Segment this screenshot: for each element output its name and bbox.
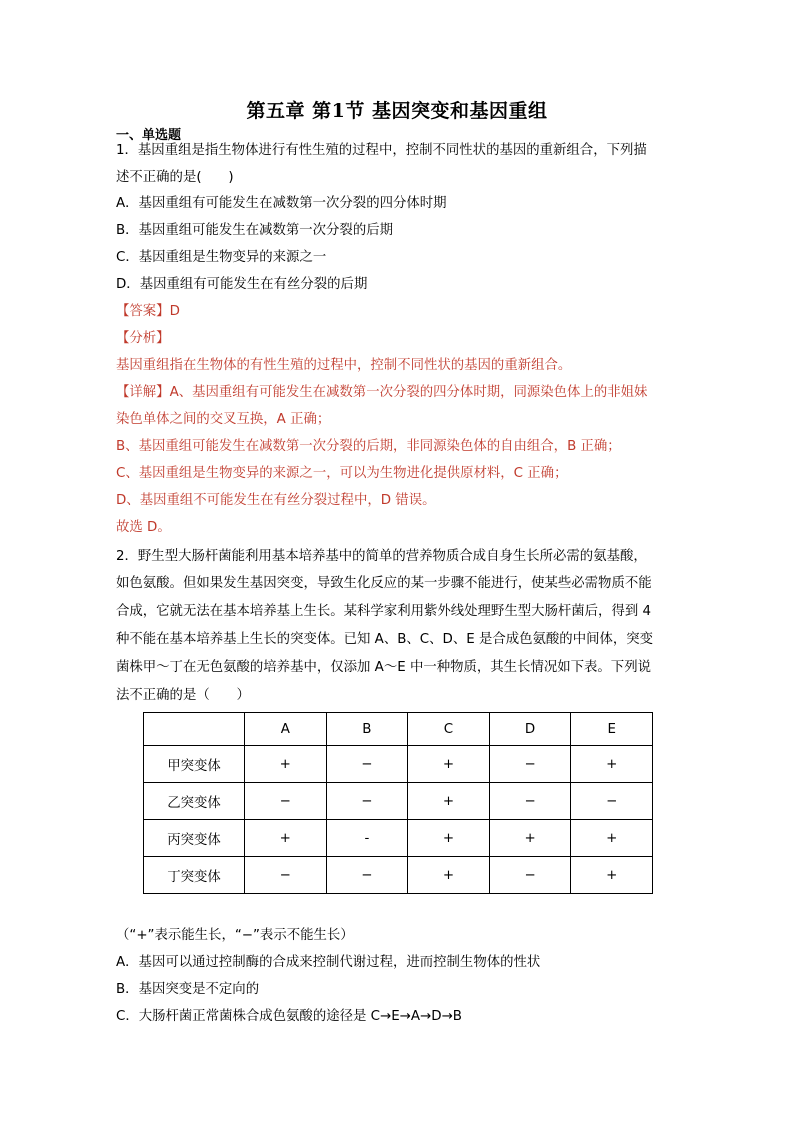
q1-detail-line-a2: 染色单体之间的交叉互换，A 正确；: [116, 412, 331, 427]
q2-option-a: A．基因可以通过控制酶的合成来控制代谢过程，进而控制生物体的性状: [116, 955, 541, 970]
q1-detail-line-c: C、基因重组是生物变异的来源之一，可以为生物进化提供原材料，C 正确；: [116, 466, 568, 481]
section-heading: 一、单选题: [116, 128, 182, 143]
q2-stem-line-1: 2．野生型大肠杆菌能利用基本培养基中的简单的营养物质合成自身生长所必需的氨基酸，: [116, 549, 647, 564]
table-cell: +: [408, 820, 490, 857]
q2-stem-line-5: 菌株甲～丁在无色氨酸的培养基中，仅添加 A～E 中一种物质，其生长情况如下表。下列说: [116, 660, 651, 675]
detail-tag: 【详解】: [116, 385, 170, 400]
table-row: [144, 857, 653, 894]
q1-detail-line-a1: [116, 385, 647, 401]
table-cell: +: [408, 783, 490, 820]
q1-answer: [116, 304, 180, 320]
table-header-cell: [144, 713, 245, 746]
q1-stem-line-1: 1．基因重组是指生物体进行有性生殖的过程中，控制不同性状的基因的重新组合，下列描: [116, 143, 647, 158]
q2-stem-line-4: 种不能在基本培养基上生长的突变体。已知 A、B、C、D、E 是合成色氨酸的中间体，突变: [116, 632, 654, 647]
table-row: [144, 820, 653, 857]
detail-a1: A、基因重组有可能发生在减数第一次分裂的四分体时期，同源染色体上的非姐妹: [169, 385, 648, 400]
analysis-tag: 【分析】: [116, 331, 170, 346]
q2-stem-line-6: 法不正确的是（ ）: [116, 688, 250, 703]
table-row-label: 丙突变体: [144, 820, 245, 857]
q1-detail-line-b: B、基因重组可能发生在减数第一次分裂的后期，非同源染色体的自由组合，B 正确；: [116, 439, 621, 454]
answer-value: D: [169, 304, 180, 319]
table-header-cell: E: [571, 713, 653, 746]
table-cell: +: [571, 857, 653, 894]
q1-option-d: D．基因重组有可能发生在有丝分裂的后期: [116, 277, 368, 292]
table-cell: −: [489, 746, 571, 783]
table-header-cell: B: [326, 713, 408, 746]
answer-tag: 【答案】: [116, 304, 170, 319]
table-cell: +: [245, 746, 327, 783]
table-row: [144, 746, 653, 783]
q1-conclusion: 故选 D。: [116, 520, 171, 535]
table-cell: −: [489, 857, 571, 894]
table-cell: −: [245, 857, 327, 894]
table-cell: +: [571, 746, 653, 783]
q2-stem-line-3: 合成，它就无法在基本培养基上生长。某科学家利用紫外线处理野生型大肠杆菌后，得到 4: [116, 604, 652, 619]
q1-analysis-tag: [116, 331, 170, 347]
q1-option-b: B．基因重组可能发生在减数第一次分裂的后期: [116, 223, 393, 238]
table-cell: +: [408, 857, 490, 894]
table-cell: −: [326, 857, 408, 894]
table-header-cell: C: [408, 713, 490, 746]
table-row-label: 丁突变体: [144, 857, 245, 894]
table-cell: +: [408, 746, 490, 783]
table-header-cell: A: [245, 713, 327, 746]
table-cell: −: [489, 783, 571, 820]
table-cell: −: [571, 783, 653, 820]
table-row: [144, 783, 653, 820]
page-title: 第五章 第1节 基因突变和基因重组: [246, 100, 548, 122]
q1-option-a: A．基因重组有可能发生在减数第一次分裂的四分体时期: [116, 196, 447, 211]
q2-option-c: C．大肠杆菌正常菌株合成色氨酸的途径是 C→E→A→D→B: [116, 1009, 462, 1024]
table-row-label: 乙突变体: [144, 783, 245, 820]
q1-stem-line-2: 述不正确的是( ): [116, 170, 234, 185]
table-note: （“+”表示能生长，“−”表示不能生长）: [116, 928, 354, 943]
table-header-row: [144, 713, 653, 746]
q1-option-c: C．基因重组是生物变异的来源之一: [116, 250, 327, 265]
q2-option-b: B．基因突变是不定向的: [116, 982, 260, 997]
table-header-cell: D: [489, 713, 571, 746]
table-row-label: 甲突变体: [144, 746, 245, 783]
table-cell: +: [489, 820, 571, 857]
q1-detail-line-d: D、基因重组不可能发生在有丝分裂过程中，D 错误。: [116, 493, 436, 508]
growth-table: [143, 712, 653, 894]
table-cell: −: [245, 783, 327, 820]
table-cell: +: [245, 820, 327, 857]
table-cell: -: [326, 820, 408, 857]
q1-analysis-text: 基因重组指在生物体的有性生殖的过程中，控制不同性状的基因的重新组合。: [116, 358, 572, 373]
table-cell: −: [326, 746, 408, 783]
q2-stem-line-2: 如色氨酸。但如果发生基因突变，导致生化反应的某一步骤不能进行，使某些必需物质不能: [116, 576, 652, 591]
table-cell: −: [326, 783, 408, 820]
table-cell: +: [571, 820, 653, 857]
